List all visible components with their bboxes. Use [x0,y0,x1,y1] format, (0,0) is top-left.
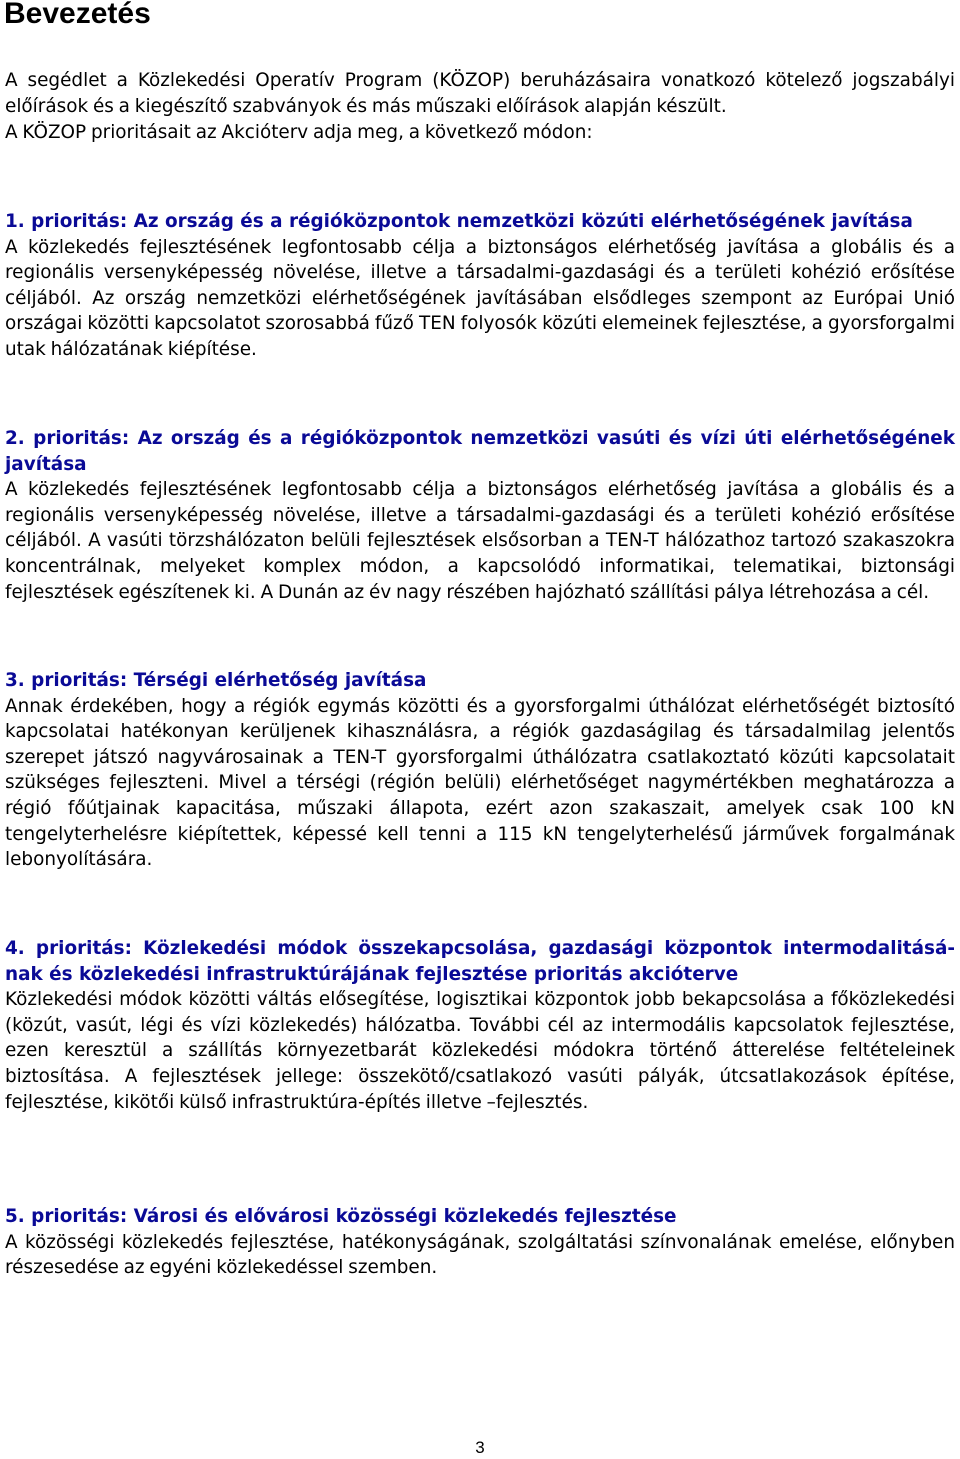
intro-paragraph: A KÖZOP prioritásait az Akcióterv adja meg, a következő módon: [5,122,593,143]
priority-section-4 [5,936,955,1115]
priority-section-5 [5,1204,955,1281]
priority-section-1 [5,209,955,363]
priority-section-3 [5,668,955,873]
priority-heading: 4. prioritás: Közlekedési módok összekapcsolása, gazdasági központok intermodalitásá-nak és közlekedési infrastruktúrájának fejlesztése prioritás akcióterve [5,938,955,985]
priority-heading: 2. prioritás: Az ország és a régióközpontok nemzetközi vasúti és vízi úti elérhetőségének javítása [5,428,955,475]
priority-section-2 [5,426,955,605]
priority-body: Közlekedési módok közötti váltás elősegítése, logisztikai központok jobb bekapcsolása a főközlekedési (közút, vasút, légi és vízi közlekedés) hálózatba. További cél az intermodális kapcsolatok fejlesztése, ezen keresztül a szállítás környezetbarát közlekedési módokra történő átterelése feltételeinek biztosítása. A fejlesztések jellege: összekötő/csatlakozó vasúti pályák, útcsatlakozások építése, fejlesztése, kikötői külső infrastruktúra-építés illetve –fejlesztés. [5,989,955,1113]
priority-body: A közösségi közlekedés fejlesztése, hatékonyságának, szolgáltatási színvonalának emelése, előnyben részesedése az egyéni közlekedéssel szemben. [5,1231,955,1279]
priority-heading: 1. prioritás: Az ország és a régióközpontok nemzetközi közúti elérhetőségének javítása [5,211,913,232]
priority-heading: 5. prioritás: Városi és elővárosi közösségi közlekedés fejlesztése [5,1206,677,1227]
priority-body: Annak érdekében, hogy a régiók egymás közötti és a gyorsforgalmi úthálózat elérhetőségét biztosító kapcsolatai hatékonyan kerüljenek kihasználásra, a régiók gazdaságilag és társadalmilag jelentős szerepet játszó nagyvárosainak a TEN-T gyorsforgalmi úthálózatra csatlakoztató közúti kapcsolatait szükséges fejleszteni. Mivel a térségi (régión belüli) elérhetőséget nagymértékben meghatározza a régió főútjainak kapacitása, műszaki állapota, ezért azon szakaszait, amelyek csak 100 kN tengelyterhelésre kiépítettek, képessé kell tenni a 115 kN tengelyterhelésű járművek forgalmának lebonyolítására. [5,695,955,871]
priority-body: A közlekedés fejlesztésének legfontosabb célja a biztonságos elérhetőség javítása a globális és a regionális versenyképesség növelése, illetve a társadalmi-gazdasági és a területi kohézió erősítése céljából. Az ország nemzetközi elérhetőségének javításában elsődleges szempont az Európai Unió országai közötti kapcsolatot szorosabbá fűző TEN folyosók közúti elemeinek fejlesztése, a gyorsforgalmi utak hálózatának kiépítése. [5,236,955,360]
intro-section [5,68,955,146]
priority-body: A közlekedés fejlesztésének legfontosabb célja a biztonságos elérhetőség javítása a globális és a regionális versenyképesség növelése, illetve a társadalmi-gazdasági és a területi kohézió erősítése céljából. A vasúti törzshálózaton belüli fejlesztések elsősorban a TEN-T hálózathoz tartozó szakaszokra koncentrálnak, melyeket komplex módon, a kapcsolódó informatikai, telematikai, biztonsági fejlesztések egészítenek ki. A Dunán az év nagy részében hajózható szállítási pálya létrehozása a cél. [5,479,955,603]
page-number: 3 [475,1438,485,1457]
page-title: Bevezetés [4,0,151,30]
priority-heading: 3. prioritás: Térségi elérhetőség javítása [5,670,427,691]
intro-paragraph: A segédlet a Közlekedési Operatív Program (KÖZOP) beruházásaira vonatkozó kötelező jogszabályi előírások és a kiegészítő szabványok és más műszaki előírások alapján készült. [5,70,955,117]
